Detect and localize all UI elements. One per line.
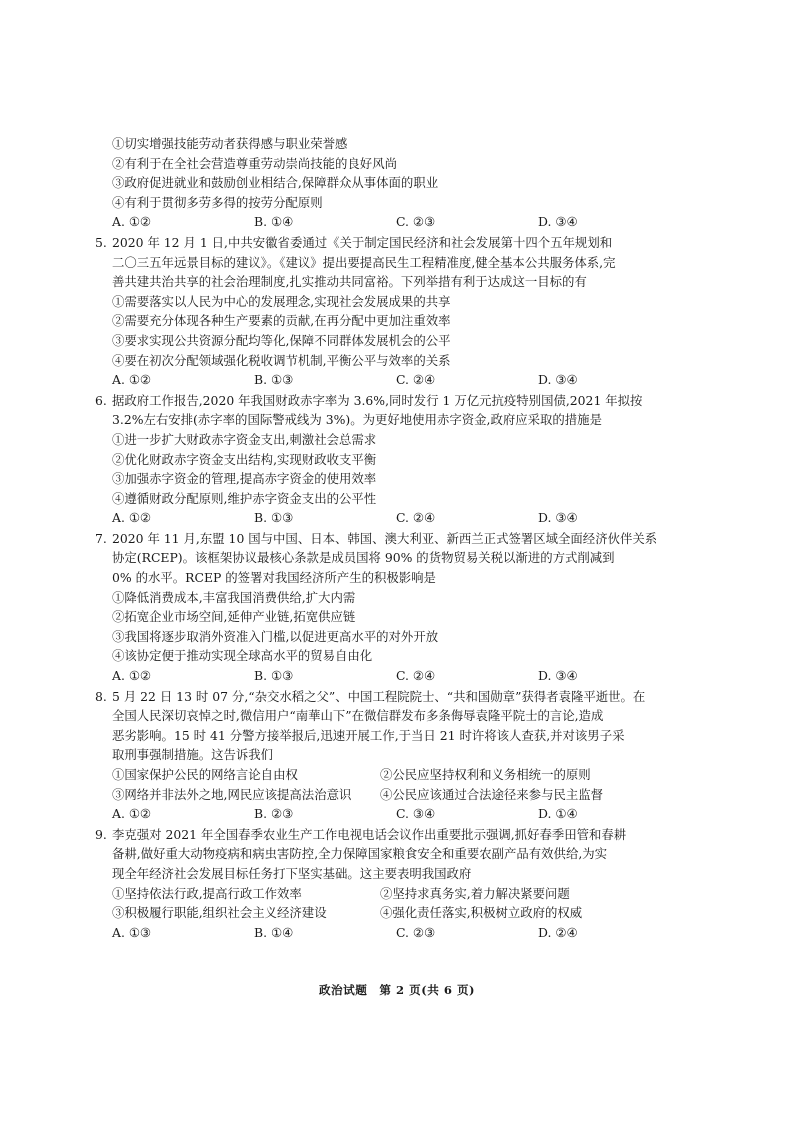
statement: ④遵循财政分配原则,维护赤字资金支出的公平性: [112, 490, 377, 506]
answer-options: [112, 923, 712, 943]
option-c[interactable]: C. ③④: [396, 806, 436, 822]
option-c[interactable]: C. ②④: [396, 510, 436, 526]
statement-row: [112, 884, 712, 904]
statement: ④有利于贯彻多劳多得的按劳分配原则: [112, 194, 323, 210]
question-8: [95, 687, 712, 824]
option-a[interactable]: A. ①③: [112, 924, 152, 940]
question-stem-line: 备耕,做好重大动物疫病和病虫害防控,全力保障国家粮食安全和重要农副产品有效供给,为实: [112, 846, 608, 862]
option-b[interactable]: B. ①④: [254, 924, 294, 940]
option-b[interactable]: B. ②③: [254, 806, 294, 822]
option-a[interactable]: A. ①②: [112, 214, 152, 230]
option-d[interactable]: D. ③④: [538, 510, 578, 526]
question-stem-line: 3.2%左右安排(赤字率的国际警戒线为 3%)。为更好地使用赤字资金,政府应采取的措施是: [112, 412, 602, 428]
question-list: [95, 134, 712, 942]
statement: ①切实增强技能劳动者获得感与职业荣誉感: [112, 136, 348, 151]
statement: ③网络并非法外之地,网民应该提高法治意识: [112, 786, 352, 802]
statement: ①进一步扩大财政赤字资金支出,刺激社会总需求: [112, 431, 377, 447]
statement: ②优化财政赤字资金支出结构,实现财政收支平衡: [112, 451, 377, 467]
answer-options: [112, 666, 712, 686]
option-c[interactable]: C. ②④: [396, 668, 436, 684]
question-6: [95, 391, 712, 528]
option-c[interactable]: C. ②④: [396, 372, 436, 388]
statement-row: [112, 903, 712, 923]
question-number: 9.: [95, 826, 107, 842]
question-stem-line: 0% 的水平。RCEP 的签署对我国经济所产生的积极影响是: [112, 570, 436, 586]
question-stem-line: 8. 5 月 22 日 13 时 07 分,“杂交水稻之父”、中国工程院院士、“共和国勋章”获得者袁隆平逝世。在: [112, 687, 712, 707]
statement: ③加强赤字资金的管理,提高赤字资金的使用效率: [112, 471, 377, 487]
option-a[interactable]: A. ①②: [112, 372, 152, 388]
option-a[interactable]: A. ①②: [112, 510, 152, 526]
question-stem-line: 全国人民深切哀悼之时,微信用户“南華山下”在微信群发布多条侮辱袁隆平院士的言论,造成: [112, 708, 604, 724]
option-c[interactable]: C. ②③: [396, 924, 436, 940]
statement: ①需要落实以人民为中心的发展理念,实现社会发展成果的共享: [112, 293, 451, 309]
option-b[interactable]: B. ①④: [254, 214, 294, 230]
option-d[interactable]: D. ②④: [538, 924, 578, 940]
option-a[interactable]: A. ①②: [112, 668, 152, 684]
statement: ③积极履行职能,组织社会主义经济建设: [112, 905, 327, 921]
question-stem-line: 7. 2020 年 11 月,东盟 10 国与中国、日本、韩国、澳大利亚、新西兰正式签署区域全面经济伙伴关系: [112, 529, 712, 549]
answer-options: [112, 804, 712, 824]
option-d[interactable]: D. ③④: [538, 214, 578, 230]
question-9: [95, 825, 712, 943]
statement: ④要在初次分配领域强化税收调节机制,平衡公平与效率的关系: [112, 352, 451, 368]
statement: ④公民应该通过合法途径来参与民主监督: [380, 786, 604, 802]
question-number: 5.: [95, 234, 107, 250]
question-number: 6.: [95, 392, 107, 408]
option-b[interactable]: B. ①③: [254, 372, 294, 388]
answer-options: [112, 508, 712, 528]
question-5: [95, 233, 712, 390]
option-c[interactable]: C. ②③: [396, 214, 436, 230]
option-d[interactable]: D. ①④: [538, 806, 578, 822]
option-b[interactable]: B. ①③: [254, 510, 294, 526]
statement: ③政府促进就业和鼓励创业相结合,保障群众从事体面的职业: [112, 175, 439, 191]
statement: ①坚持依法行政,提高行政工作效率: [112, 885, 302, 901]
question-stem-line: 9. 李克强对 2021 年全国春季农业生产工作电视电话会议作出重要批示强调,抓好春季田管和春耕: [112, 825, 712, 845]
question-number: 7.: [95, 530, 107, 546]
question-4-tail: [112, 134, 712, 232]
option-d[interactable]: D. ③④: [538, 372, 578, 388]
question-stem-line: 恶劣影响。15 时 41 分警方接举报后,迅速开展工作,于当日 21 时许将该人查获,并对该男子采: [112, 727, 625, 743]
question-stem-line: 现全年经济社会发展目标任务打下坚实基础。这主要表明我国政府: [112, 865, 472, 881]
answer-options: [112, 370, 712, 390]
option-d[interactable]: D. ③④: [538, 668, 578, 684]
statement: ①国家保护公民的网络言论自由权: [112, 767, 298, 782]
statement: ②有利于在全社会营造尊重劳动崇尚技能的良好风尚: [112, 155, 397, 171]
question-stem-line: 二〇三五年远景目标的建议》。《建议》提出要提高民生工程精准度,健全基本公共服务体系,完: [112, 254, 616, 270]
option-a[interactable]: A. ①②: [112, 806, 152, 822]
question-number: 8.: [95, 688, 107, 704]
statement: ②公民应坚持权利和义务相统一的原则: [380, 767, 591, 782]
question-stem-line: 协定(RCEP)。该框架协议最核心条款是成员国将 90% 的货物贸易关税以渐进的方式削减到: [112, 550, 615, 566]
question-stem-line: 取刑事强制措施。这告诉我们: [112, 747, 274, 763]
statement: ③我国将逐步取消外资准入门槛,以促进更高水平的对外开放: [112, 628, 439, 644]
question-stem-line: 6. 据政府工作报告,2020 年我国财政赤字率为 3.6%,同时发行 1 万亿元抗疫特别国债,2021 年拟按: [112, 391, 712, 411]
statement: ②拓宽企业市场空间,延伸产业链,拓宽供应链: [112, 609, 356, 625]
statement: ②需要充分体现各种生产要素的贡献,在再分配中更加注重效率: [112, 313, 451, 329]
statement: ②坚持求真务实,着力解决紧要问题: [380, 885, 570, 901]
statement: ③要求实现公共资源分配均等化,保障不同群体发展机会的公平: [112, 332, 451, 348]
statement-row: [112, 765, 712, 785]
page-footer: 政治试题 第 2 页(共 6 页): [318, 983, 476, 997]
statement-row: [112, 785, 712, 805]
statement: ④该协定便于推动实现全球高水平的贸易自由化: [112, 648, 373, 664]
question-stem-line: 5. 2020 年 12 月 1 日,中共安徽省委通过《关于制定国民经济和社会发展第十四个五年规划和: [112, 233, 712, 253]
answer-options: [112, 212, 712, 232]
question-stem-line: 善共建共治共享的社会治理制度,扎实推动共同富裕。下列举措有利于达成这一目标的有: [112, 274, 587, 290]
option-b[interactable]: B. ①③: [254, 668, 294, 684]
question-7: [95, 529, 712, 686]
statement: ①降低消费成本,丰富我国消费供给,扩大内需: [112, 589, 356, 605]
statement: ④强化责任落实,积极树立政府的权威: [380, 905, 583, 921]
